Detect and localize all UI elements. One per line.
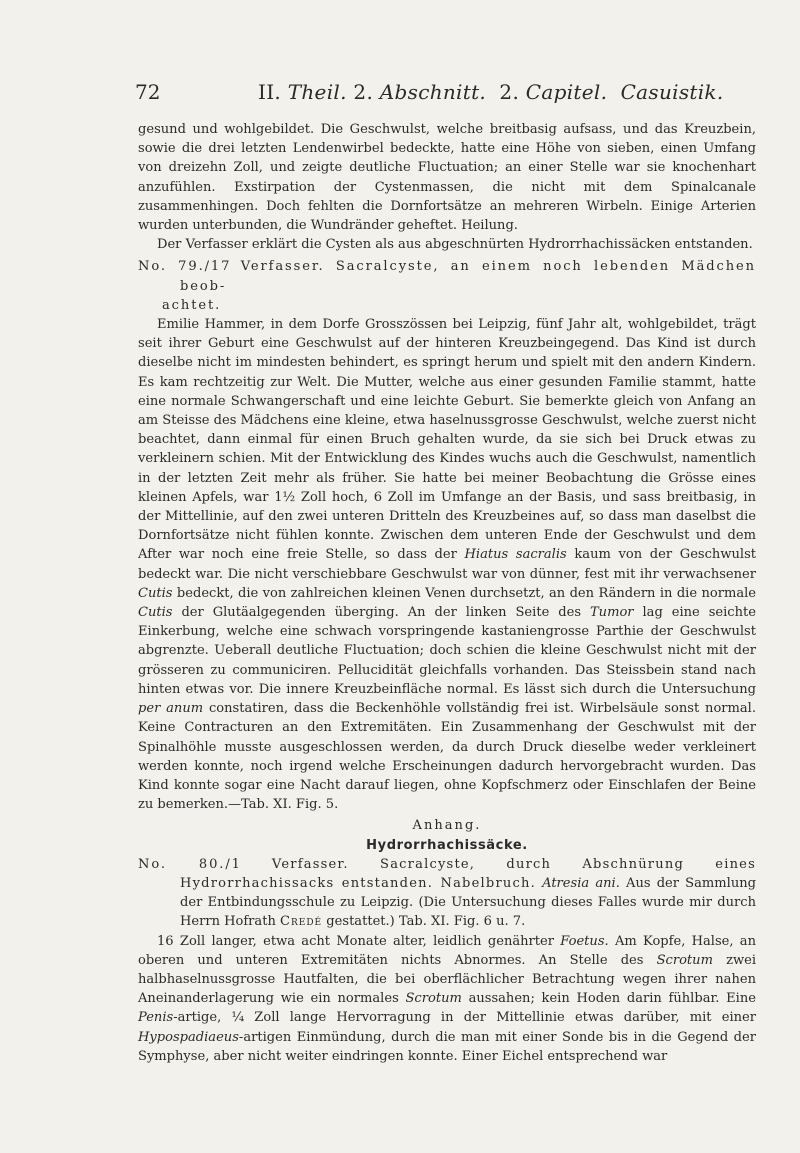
text-run: constatiren, dass die Beckenhöhle vollständig frei ist. Wirbelsäule sonst normal. Keine Contracturen an den Extremitäten. Ein Zusammenhang der Geschwulst mit der Spinalhöhle musste ausgeschlossen werden, da durch Druck dieselbe weder verkleinert werden konnte, noch irgend welche Erscheinungen dadurch hervorgebracht wurden. Das Kind konnte sogar eine Nacht darauf liegen, ohne Kopfschmerz oder Einschlafen der Beine zu bemerken.—Tab. XI. Fig. 5. [138,701,757,813]
term-hypospadiaeus: Hypospadiaeus [138,1029,239,1045]
casuistik-label: Casuistik. [620,80,724,104]
case-80-source: Aus der Sammlung der Entbindungsschule zu Leipzig. (Die Untersuchung dieses Falles wurde mir durch Herrn Hofrath [180,875,756,930]
case-79-title-cont: achtet. [162,297,222,313]
case-80-crede: Credé [280,914,323,930]
case-79-number: No. 79./17 [138,259,232,275]
text-run: der Glutäalgegenden überging. An der linken Seite des [181,605,582,621]
case-80-heading [138,855,756,932]
term-scrotum: Scrotum [405,991,462,1007]
term-tumor: Tumor [589,605,634,621]
text-run: kaum von der Geschwulst bedeckt war. Die nicht verschiebbare Geschwulst war von dünner, fest mit ihr verwachsener [138,547,757,582]
term-cutis: Cutis [138,585,173,601]
running-title [258,80,724,104]
term-penis: Penis [138,1010,174,1026]
running-header [95,80,755,104]
text-run: lag eine seichte Einkerbung, welche eine schwach vorspringende kastaniengrosse Parthie der Geschwulst abgrenzte. Ueberall deutliche Fluctuation; doch schien die kleine Geschwulst nicht mit der grösseren zu communiciren. Pellucidität gleichfalls vorhanden. Das Steissbein stand nach hinten etwas vor. Die innere Kreuzbeinfläche normal. Es lässt sich durch die Untersuchung [138,605,756,697]
capitel-label: Capitel. [525,80,608,104]
abschnitt-label: Abschnitt. [379,80,487,104]
term-hiatus: Hiatus sacralis [464,547,567,563]
paragraph-case78-end: gesund und wohlgebildet. Die Geschwulst, welche breitbasig aufsass, und das Kreuzbein, sowie die drei letzten Lendenwirbel bedeckte, hatte eine Höhe von sieben, einen Umfang von dreizehn Zoll, und zeigte deutliche Fluctuation; an einer Stelle war sie knochenhart anzufühlen. Exstirpation der Cystenmassen, die nicht mit dem Spinalcanale zusammenhingen. Doch fehlten die Dornfortsätze an mehreren Wirbeln. Einige Arterien wurden unterbunden, die Wundränder geheftet. Heilung. [138,122,756,234]
theil-label: Theil. [287,80,347,104]
text-run: -artige, ¼ Zoll lange Hervorragung in der Mittellinie etwas darüber, mit einer [173,1010,756,1026]
capitel-number: 2. [499,80,520,104]
case-79-heading [138,257,756,315]
paragraph-case79-body [138,315,756,814]
text-run: Am Kopfe, Halse, an oberen und unteren Extremitäten nichts Abnormes. An Stelle des [138,933,756,968]
case-80-source-end: gestattet.) Tab. XI. Fig. 6 u. 7. [326,914,526,930]
case-79-title: Verfasser. Sacralcyste, an einem noch lebenden Mädchen beob- [180,259,756,294]
case-80-title: Verfasser. Sacralcyste, durch Abschnürung eines Hydrorrhachissacks entstanden. Nabelbruch. [180,856,756,891]
term-cutis: Cutis [138,605,173,621]
text-run: Emilie Hammer, in dem Dorfe Grosszössen bei Leipzig, fünf Jahr alt, wohlgebildet, trägt seit ihrer Geburt eine Geschwulst auf der hinteren Kreuzbeingegend. Das Kind ist durch dieselbe nicht im mindesten behindert, es springt herum und spielt mit den andern Kindern. Es kam rechtzeitig zur Welt. Die Mutter, welche aus einer gesunden Familie stammt, hatte eine normale Schwangerschaft und eine leichte Geburt. Sie bemerkte gleich von Anfang an am Steisse des Mädchens eine kleine, etwa haselnussgrosse Geschwulst, welche zuerst nicht beachtet, dann einmal für einen Bruch gehalten wurde, da sie sich bei Druck etwas zu verkleinern schien. Mit der Entwicklung des Kindes wuchs auch die Geschwulst, namentlich in der letzten Zeit mehr als früher. Sie hatte bei meiner Beobachtung die Grösse eines kleinen Apfels, war 1½ Zoll hoch, 6 Zoll im Umfange an der Basis, und sass breitbasig, in der Mittellinie, auf den zwei unteren Dritteln des Kreuzbeines auf, so dass man daselbst die Dornfortsätze nicht fühlen konnte. Zwischen dem unteren Ende der Geschwulst und dem After war noch eine freie Stelle, so dass der [138,317,757,563]
part-number: II. [258,80,282,104]
text-run: 16 Zoll langer, etwa acht Monate alter, leidlich genährter [157,933,554,949]
abschnitt-number: 2. [353,80,374,104]
text-run: -artigen Einmündung, durch die man mit einer Sonde bis in die Gegend der Symphyse, aber nicht weiter eindringen konnte. Einer Eichel entsprechend war [138,1029,756,1064]
term-foetus: Foetus. [560,933,609,949]
body-text [138,120,756,1066]
text-run: aussahen; kein Hoden darin fühlbar. Eine [468,991,756,1007]
text-run: bedeckt, die von zahlreichen kleinen Venen durchsetzt, an den Rändern in die normale [176,585,756,601]
case-80-number: No. 80./1 [138,856,242,872]
page-number: 72 [135,80,161,104]
paragraph-case80-body [138,932,756,1066]
section-heading: Hydrorrhachissäcke. [366,837,528,853]
term-per-anum: per anum [138,701,204,717]
text-run: zwei halbhaselnussgrosse Hautfalten, die bei oberflächlicher Betrachtung wegen ihrer nahen Aneinanderlagerung wie ein normales [138,952,757,1007]
term-scrotum: Scrotum [656,952,713,968]
anhang-label: Anhang. [412,818,482,834]
paragraph-author-conclusion: Der Verfasser erklärt die Cysten als aus abgeschnürten Hydrorrhachissäcken entstanden. [157,237,753,253]
case-80-atresia: Atresia ani. [542,875,620,891]
